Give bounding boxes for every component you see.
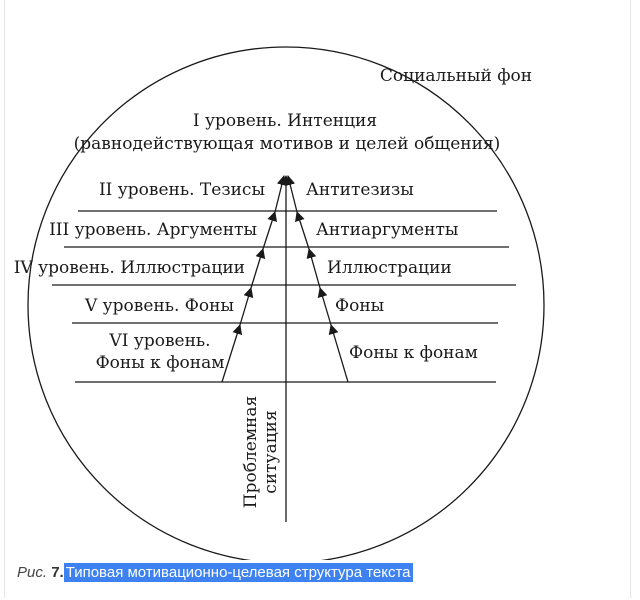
right-arrow-3 bbox=[297, 212, 309, 249]
left-arrow-5 bbox=[240, 288, 251, 325]
right-backgrounds-label: Фоны bbox=[335, 296, 385, 316]
right-arrow-4 bbox=[309, 249, 320, 288]
right-backgrounds-to-backgrounds-label: Фоны к фонам bbox=[349, 343, 478, 363]
level-6-label: VI уровень. bbox=[109, 331, 211, 351]
left-arrow-2 bbox=[275, 176, 284, 212]
problem-situation-line2: ситуация bbox=[261, 410, 281, 494]
level-4-label: IV уровень. Иллюстрации bbox=[13, 258, 245, 278]
right-arrows bbox=[288, 176, 348, 382]
figure-caption bbox=[17, 562, 413, 584]
caption-prefix: Рис. bbox=[17, 564, 48, 581]
antitheses-label: Антитезизы bbox=[306, 180, 414, 200]
level-2-label: II уровень. Тезисы bbox=[98, 180, 265, 200]
counterarguments-label: Антиаргументы bbox=[316, 220, 459, 240]
problem-situation-line1: Проблемная bbox=[241, 395, 261, 509]
intention-title: I уровень. Интенция bbox=[192, 111, 378, 131]
social-background-label: Социальный фон bbox=[379, 66, 533, 86]
right-illustrations-label: Иллюстрации bbox=[327, 258, 452, 278]
caption-text: Типовая мотивационно-целевая структура текста bbox=[65, 564, 411, 581]
level-5-label: V уровень. Фоны bbox=[84, 296, 234, 316]
level-6-sublabel: Фоны к фонам bbox=[95, 353, 225, 373]
left-arrow-6 bbox=[222, 325, 240, 382]
caption-number: 7. bbox=[51, 564, 64, 581]
right-arrow-2 bbox=[288, 176, 297, 212]
problem-situation-label bbox=[241, 396, 281, 508]
level-3-label: III уровень. Аргументы bbox=[49, 220, 257, 240]
left-arrows bbox=[222, 176, 284, 382]
intention-subtitle: (равнодействующая мотивов и целей общения) bbox=[73, 134, 501, 154]
left-arrow-4 bbox=[251, 249, 263, 288]
right-arrow-6 bbox=[331, 325, 348, 382]
left-arrow-3 bbox=[263, 212, 275, 249]
right-arrow-5 bbox=[320, 288, 331, 325]
